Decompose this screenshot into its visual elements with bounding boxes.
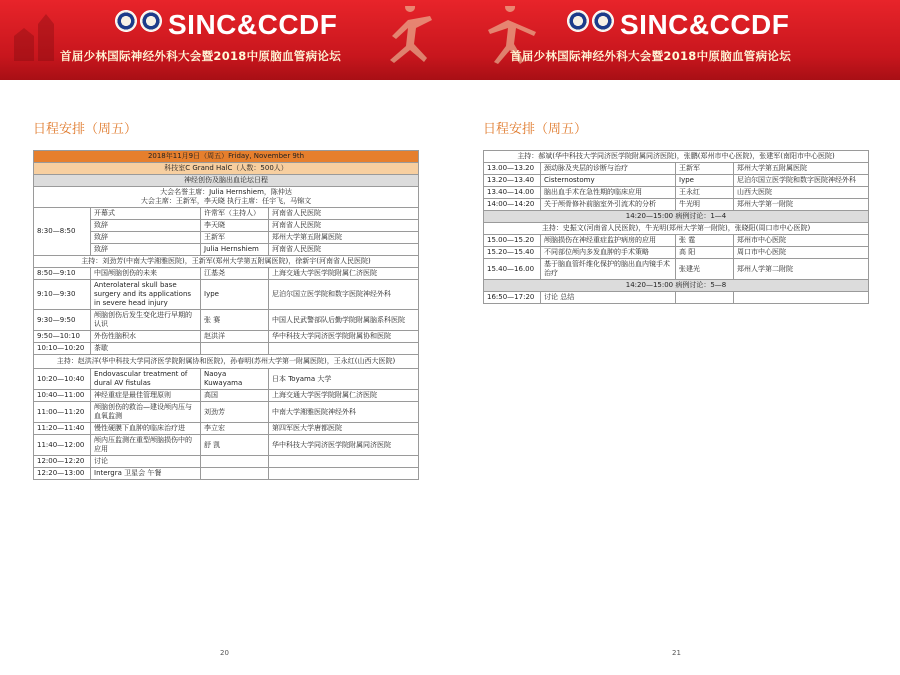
opening-time: 8:30—8:50 [34, 208, 91, 256]
speaker-cell: Naoya Kuwayama [201, 369, 269, 390]
table-cell: 许常军（主持人） [201, 208, 269, 220]
time-cell: 11:00—11:20 [34, 402, 91, 423]
table-cell: 致辞 [91, 232, 201, 244]
speaker-cell: 张建光 [676, 259, 734, 280]
org-cell: 郑州市中心医院 [734, 235, 869, 247]
table-cell: 开幕式 [91, 208, 201, 220]
table-cell: 河南省人民医院 [269, 208, 419, 220]
topic-cell: Anterolateral skull base surgery and its applications in severe head injury [91, 280, 201, 310]
time-cell: 15.20—15.40 [484, 247, 541, 259]
speaker-cell: 牛光明 [676, 199, 734, 211]
topic-cell: 慢性硬膜下血肿的临床治疗进 [91, 423, 201, 435]
host-line: 主持：史振文(河南省人民医院)，牛光明(郑州大学第一附院)，张晓阳(周口市中心医院) [484, 223, 869, 235]
table-row [484, 259, 869, 280]
speaker-cell: 王新军 [676, 163, 734, 175]
org-cell [269, 468, 419, 480]
table-row [484, 247, 869, 259]
host-line: 主持：刘劲芳(中南大学湘雅医院)，王新军(郑州大学第五附属医院)，徐新宇(河南省人民医院) [34, 256, 419, 268]
right-page [450, 0, 900, 675]
table-row [34, 423, 419, 435]
topic-cell: 颅内压监测在重型颅脑损伤中的应用 [91, 435, 201, 456]
table-row [34, 390, 419, 402]
speaker-cell: 高国 [201, 390, 269, 402]
table-row [34, 402, 419, 423]
time-cell: 12:00—12:20 [34, 456, 91, 468]
chair-line: 大会名誉主席：Julia Hernshiem，陈仲达 [160, 188, 292, 196]
chair-line: 大会主席：王新军，李天晓 执行主席：任宇飞，马锦文 [140, 197, 312, 205]
speaker-cell: 张 赛 [201, 310, 269, 331]
page-number: 21 [672, 649, 681, 657]
topic-cell: 讨论 [91, 456, 201, 468]
topic-cell: 中国颅脑创伤的未来 [91, 268, 201, 280]
speaker-cell: 赵洪洋 [201, 331, 269, 343]
time-cell: 15.00—15.20 [484, 235, 541, 247]
temple-silhouette-icon [4, 6, 64, 66]
table-cell: Julia Hernshiem [201, 244, 269, 256]
banner-subtitle: 首届少林国际神经外科大会暨2018中原脑血管病论坛 [510, 49, 792, 63]
org-cell: 中国人民武警部队后勤学院附属脑系科医院 [269, 310, 419, 331]
host-line: 主持：赵洪洋(华中科技大学同济医学院附属协和医院)，孙春明(苏州大学第一附属医院)，王永红(山西大医院) [34, 355, 419, 369]
time-cell: 10:10—10:20 [34, 343, 91, 355]
topic-cell: 颈动脉及夹层的诊断与治疗 [541, 163, 676, 175]
kungfu-figure-icon [380, 6, 440, 66]
speaker-cell: Iype [201, 280, 269, 310]
schedule-table [33, 150, 419, 480]
table-row-group [484, 163, 869, 211]
org-cell [269, 456, 419, 468]
speaker-cell: 江基尧 [201, 268, 269, 280]
banner [450, 0, 900, 80]
table-row [484, 235, 869, 247]
discussion-row: 14:20—15:00 病例讨论：1—4 [484, 211, 869, 223]
org-cell: 上海交通大学医学院附属仁济医院 [269, 390, 419, 402]
org-cell: 周口市中心医院 [734, 247, 869, 259]
table-row [34, 310, 419, 331]
time-cell: 10:20—10:40 [34, 369, 91, 390]
banner [0, 0, 450, 80]
section-title: 日程安排（周五） [483, 122, 588, 137]
org-cell: 中南大学湘雅医院神经外科 [269, 402, 419, 423]
table-row-group [484, 235, 869, 280]
speaker-cell [201, 468, 269, 480]
org-cell: 日本 Toyama 大学 [269, 369, 419, 390]
table-cell: 河南省人民医院 [269, 244, 419, 256]
schedule-table [483, 150, 869, 304]
speaker-cell: 刘劲芳 [201, 402, 269, 423]
org-cell: 郑州大学第五附属医院 [734, 163, 869, 175]
table-row [484, 187, 869, 199]
topic-cell: 颅脑创伤的救治—建设颅内压与血氧监测 [91, 402, 201, 423]
org-cell: 第四军医大学唐都医院 [269, 423, 419, 435]
table-cell: 王新军 [201, 232, 269, 244]
topic-cell: 不同部位颅内多发血肿的手术策略 [541, 247, 676, 259]
host-line: 主持：郝斌(华中科技大学同济医学院附属同济医院)，张鹏(郑州市中心医院)，张建军(南阳市中心医院) [484, 151, 869, 163]
table-row [484, 175, 869, 187]
speaker-cell: 舒 凯 [201, 435, 269, 456]
time-cell: 9:30—9:50 [34, 310, 91, 331]
org-cell [734, 292, 869, 304]
topic-cell: 讨论 总结 [541, 292, 676, 304]
time-cell: 13.00—13.20 [484, 163, 541, 175]
table-row [34, 343, 419, 355]
topic-cell: 神经重症是最佳管理原则 [91, 390, 201, 402]
speaker-cell: 李立宏 [201, 423, 269, 435]
topic-cell: 茶歇 [91, 343, 201, 355]
page-number: 20 [220, 649, 229, 657]
topic-cell: 外伤性脑积水 [91, 331, 201, 343]
time-cell: 9:50—10:10 [34, 331, 91, 343]
speaker-cell [201, 343, 269, 355]
org-cell [269, 343, 419, 355]
discussion-row: 14:20—15:00 病例讨论：5—8 [484, 280, 869, 292]
banner-subtitle: 首届少林国际神经外科大会暨2018中原脑血管病论坛 [60, 49, 342, 63]
table-row [34, 456, 419, 468]
topic-cell: 脑出血手术在急性期的临床应用 [541, 187, 676, 199]
table-row [34, 280, 419, 310]
speaker-cell [201, 456, 269, 468]
speaker-cell: 高 阳 [676, 247, 734, 259]
table-cell: 郑州大学第五附属医院 [269, 232, 419, 244]
topic-cell: Endovascular treatment of dural AV fistulas [91, 369, 201, 390]
table-cell: 致辞 [91, 244, 201, 256]
logo-emblem-icon [115, 10, 137, 32]
topic-cell: Cisternostomy [541, 175, 676, 187]
table-row-group [34, 369, 419, 480]
speaker-cell: 王永红 [676, 187, 734, 199]
time-cell: 13.40—14.00 [484, 187, 541, 199]
org-cell: 上海交通大学医学院附属仁济医院 [269, 268, 419, 280]
org-cell: 郑州大学第一附院 [734, 199, 869, 211]
time-cell: 11:20—11:40 [34, 423, 91, 435]
time-cell: 14:00—14:20 [484, 199, 541, 211]
brand-name: SINC&CCDF [620, 9, 790, 40]
brand-name: SINC&CCDF [168, 9, 338, 40]
time-cell: 9:10—9:30 [34, 280, 91, 310]
org-cell: 郑州人学第二附院 [734, 259, 869, 280]
topic-cell: 颅脑损伤在神经重症监护病房的应用 [541, 235, 676, 247]
table-row [34, 268, 419, 280]
time-cell: 13.20—13.40 [484, 175, 541, 187]
day-header: 2018年11月9日（周五）Friday, November 9th [34, 151, 419, 163]
time-cell: 16:50—17:20 [484, 292, 541, 304]
table-cell: 李天晓 [201, 220, 269, 232]
topic-cell: 基于脑血管纤维化保护的脑出血内镜手术治疗 [541, 259, 676, 280]
topic-cell: 关于颅骨修补前脑室外引流术的分析 [541, 199, 676, 211]
org-cell: 华中科技大学同济医学院附属同济医院 [269, 435, 419, 456]
room-info: 科技室C Grand HalC（人数：500人） [34, 163, 419, 175]
session-title: 神经创伤及脑出血论坛日程 [34, 175, 419, 187]
logo-emblem-icon [592, 10, 614, 32]
table-row [484, 163, 869, 175]
table-row [34, 331, 419, 343]
table-row [484, 199, 869, 211]
logo-emblem-icon [140, 10, 162, 32]
table-row [34, 468, 419, 480]
time-cell: 10:40—11:00 [34, 390, 91, 402]
table-row-group [34, 268, 419, 355]
time-cell: 11:40—12:00 [34, 435, 91, 456]
table-row [34, 369, 419, 390]
topic-cell: 颅脑创伤后发生变化进行早期的认识 [91, 310, 201, 331]
speaker-cell: 张 霆 [676, 235, 734, 247]
table-cell: 致辞 [91, 220, 201, 232]
table-row [34, 435, 419, 456]
time-cell: 12:20—13:00 [34, 468, 91, 480]
table-cell: 河南省人民医院 [269, 220, 419, 232]
speaker-cell [676, 292, 734, 304]
org-cell: 尼泊尔国立医学院和数字医院神经外科 [734, 175, 869, 187]
chair-block [34, 187, 419, 208]
org-cell: 华中科技大学同济医学院附属协和医院 [269, 331, 419, 343]
section-title: 日程安排（周五） [33, 122, 138, 137]
time-cell: 8:50—9:10 [34, 268, 91, 280]
topic-cell: Intergra 卫星会 午餐 [91, 468, 201, 480]
time-cell: 15.40—16.00 [484, 259, 541, 280]
speaker-cell: Iype [676, 175, 734, 187]
org-cell: 山西大医院 [734, 187, 869, 199]
org-cell: 尼泊尔国立医学院和数字医院神经外科 [269, 280, 419, 310]
logo-emblem-icon [567, 10, 589, 32]
